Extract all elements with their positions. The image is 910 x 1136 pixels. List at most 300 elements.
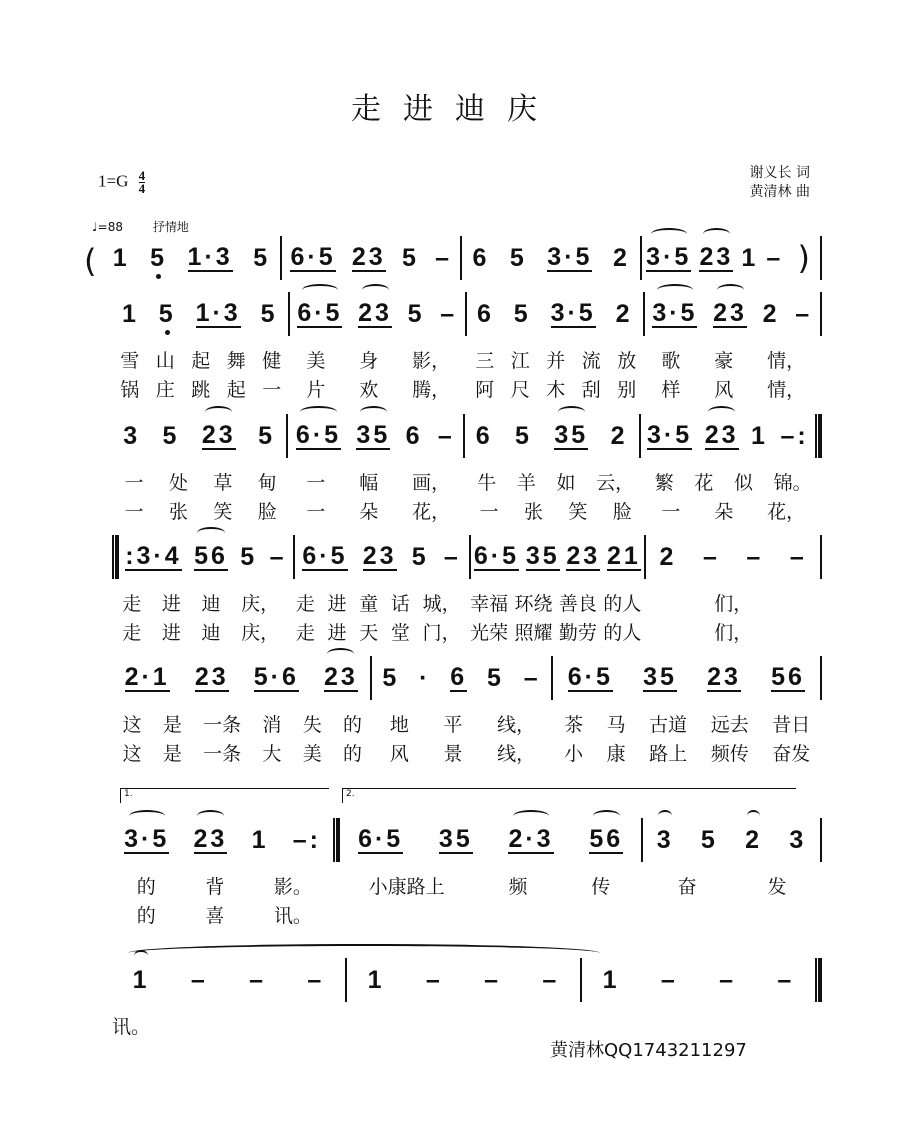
note: – <box>307 965 325 994</box>
lyric-syllable: 刮 <box>581 379 601 401</box>
lyric-syllable: 歌 <box>661 350 681 372</box>
measure <box>112 958 345 1002</box>
lyric-syllable: 朵 <box>359 501 379 523</box>
lyric-line <box>112 739 822 766</box>
lyric-syllable: 腾， <box>412 379 451 401</box>
measure <box>112 656 370 700</box>
barline <box>820 818 822 862</box>
measure <box>112 414 286 458</box>
lyric-syllable: 江 <box>510 350 530 372</box>
volta-bracket-2: 2. <box>342 788 796 803</box>
lyric-syllable: 背 <box>205 876 225 898</box>
note: 5 <box>260 299 278 328</box>
note: 5 <box>411 542 429 571</box>
note: 21 <box>607 542 641 570</box>
note: 5 <box>515 421 532 450</box>
lyric-syllable: 的人 <box>603 622 642 644</box>
note: – <box>795 299 813 328</box>
key-label: 1=G <box>98 171 129 191</box>
lyric-syllable: 张 <box>524 501 544 523</box>
lyric-syllable: 健 <box>262 350 282 372</box>
lyric-measure <box>112 901 337 928</box>
note: 35 <box>525 542 560 570</box>
note: 6·5 <box>302 542 348 570</box>
measure <box>641 414 815 458</box>
lyric-syllable: 尺 <box>510 379 530 401</box>
note: – <box>746 542 764 571</box>
lyric-syllable: 云， <box>596 472 635 494</box>
key-signature <box>98 170 145 195</box>
note: 5 <box>401 243 419 272</box>
lyric-measure <box>290 497 468 524</box>
lyric-syllable: 景 <box>443 743 463 765</box>
lyric-syllable: 情， <box>767 350 806 372</box>
tempo-marking <box>92 218 215 235</box>
note: 6·5 <box>567 663 613 691</box>
lyric-syllable: 是 <box>162 743 182 765</box>
measure <box>471 535 645 579</box>
lyric-syllable: 马 <box>606 714 626 736</box>
lyric-syllable: 美 <box>302 743 322 765</box>
lyric-syllable: 张 <box>169 501 189 523</box>
staff-system <box>112 656 822 700</box>
note: 23 <box>358 299 392 327</box>
measure <box>465 414 639 458</box>
note: 6·5 <box>358 825 404 853</box>
lyric-measure <box>337 901 643 928</box>
lyric-line <box>112 375 822 402</box>
note: – <box>789 542 807 571</box>
lyric-measure <box>112 468 290 495</box>
end-barline <box>815 414 822 458</box>
note: 5 <box>253 243 271 272</box>
lyric-syllable: 小康路上 <box>368 876 445 898</box>
tie-arc <box>128 944 600 962</box>
expression-marking: 抒情地 <box>152 220 189 234</box>
lyric-syllable: 舞 <box>226 350 246 372</box>
lyric-syllable: 风 <box>714 379 734 401</box>
note: 23 <box>566 542 601 570</box>
note: 35 <box>554 421 589 449</box>
lyric-syllable: 脸 <box>612 501 632 523</box>
song-title: 走进迪庆 <box>351 92 559 127</box>
lyric-syllable: 平 <box>443 714 463 736</box>
note: –: <box>780 421 809 450</box>
note: 3 <box>789 825 807 854</box>
note: 6 <box>476 299 494 328</box>
note: 56 <box>771 663 805 691</box>
lyric-syllable: 古道 <box>649 714 688 736</box>
lyric-measure <box>290 589 468 616</box>
lyric-syllable: 一 <box>479 501 499 523</box>
note: 5 <box>258 421 275 450</box>
note: 23 <box>201 421 236 449</box>
lyric-syllable: 笑 <box>213 501 233 523</box>
note: 3·5 <box>652 299 698 327</box>
lyric-syllable: 走 <box>122 622 142 644</box>
lyric-syllable: 锦。 <box>773 472 812 494</box>
footer-credit: 黄清林QQ1743211297 <box>550 1040 747 1061</box>
lyric-syllable: 处 <box>169 472 189 494</box>
lyric-syllable: 茶 <box>564 714 584 736</box>
note: 23 <box>704 421 739 449</box>
lyric-syllable: 花， <box>767 501 806 523</box>
lyric-syllable: 的 <box>342 743 362 765</box>
note: 23 <box>713 299 747 327</box>
lyric-syllable: 一 <box>306 501 326 523</box>
lyric-syllable: 线， <box>497 743 536 765</box>
lyric-syllable: 风 <box>389 743 409 765</box>
lyric-measure <box>642 872 822 899</box>
note: – <box>766 243 784 272</box>
note: 23 <box>699 243 734 271</box>
lyric-syllable: 庄 <box>155 379 175 401</box>
lyric-syllable: 脸 <box>257 501 277 523</box>
lyric-measure <box>645 497 823 524</box>
lyric-syllable: 远去 <box>710 714 749 736</box>
lyric-measure <box>467 468 645 495</box>
note: 6 <box>405 421 423 450</box>
lyric-syllable: 的 <box>136 905 156 927</box>
note: – <box>484 965 502 994</box>
note: · <box>419 663 431 692</box>
measure <box>112 292 288 336</box>
measure <box>372 656 550 700</box>
lyric-syllable: 们， <box>714 622 753 644</box>
note: 6·5 <box>290 243 336 271</box>
lyric-syllable: 堂 <box>390 622 410 644</box>
lyric-syllable: 花， <box>412 501 451 523</box>
lyric-syllable: 欢 <box>359 379 379 401</box>
note: 2·3 <box>508 825 554 853</box>
note: – <box>435 243 453 272</box>
note: 23 <box>351 243 386 271</box>
measure <box>340 818 641 862</box>
note: 35 <box>356 421 391 449</box>
lyric-syllable: 似 <box>734 472 754 494</box>
lyric-line <box>112 497 822 524</box>
note: – <box>249 965 267 994</box>
lyric-measure <box>645 618 823 645</box>
note: 5 <box>150 243 168 272</box>
lyric-syllable: 山 <box>155 350 175 372</box>
lyric-measure <box>112 872 337 899</box>
note: 3 <box>123 421 141 450</box>
lyric-line <box>112 901 822 928</box>
lyric-syllable: 幅 <box>359 472 379 494</box>
tempo-value: ♩=88 <box>92 220 123 234</box>
lyric-syllable: 小 <box>564 743 584 765</box>
lyric-measure <box>373 739 553 766</box>
measure <box>119 535 293 579</box>
staff-system <box>112 292 822 336</box>
lyric-measure <box>467 618 645 645</box>
note: 6 <box>475 421 493 450</box>
barline <box>820 236 822 280</box>
note: 2 <box>612 243 630 272</box>
lyric-syllable: 甸 <box>257 472 277 494</box>
lyric-syllable: 一 <box>124 501 144 523</box>
note: – <box>440 299 458 328</box>
note: – <box>437 421 455 450</box>
lyric-syllable: 的人 <box>603 593 642 615</box>
lyric-measure <box>290 468 468 495</box>
barline <box>820 292 822 336</box>
lyric-syllable: 这 <box>122 714 142 736</box>
note: 1 <box>121 299 139 328</box>
note: 5 <box>513 299 531 328</box>
lyric-syllable: 庆， <box>241 593 280 615</box>
note: 5·6 <box>253 663 299 691</box>
lyric-measure <box>467 589 645 616</box>
staff-system <box>78 236 822 280</box>
lyric-measure <box>645 346 823 373</box>
note: 1 <box>251 825 269 854</box>
lyric-syllable: 一 <box>661 501 681 523</box>
lyric-syllable: 牛 <box>477 472 497 494</box>
note: 23 <box>193 825 228 853</box>
note: 5 <box>487 663 504 692</box>
note: 2 <box>745 825 763 854</box>
lyric-syllable: 城， <box>422 593 461 615</box>
measure <box>295 535 469 579</box>
lyric-syllable: 影。 <box>273 876 312 898</box>
lyric-syllable: 三 <box>475 350 495 372</box>
note: 1 <box>602 965 620 994</box>
lyric-syllable: 讯。 <box>112 1016 151 1038</box>
lyric-syllable: 锅 <box>120 379 140 401</box>
lyric-syllable: 如 <box>556 472 576 494</box>
lyric-syllable: 频 <box>508 876 528 898</box>
lyric-syllable: 进 <box>161 622 181 644</box>
lyric-line <box>112 589 822 616</box>
lyric-measure <box>552 739 822 766</box>
lyric-syllable: 一条 <box>203 743 242 765</box>
lyric-syllable: 走 <box>122 593 142 615</box>
lyric-measure <box>290 618 468 645</box>
lyric-syllable: 朵 <box>714 501 734 523</box>
lyric-line <box>112 468 822 495</box>
lyric-line <box>112 618 822 645</box>
end-barline <box>815 958 822 1002</box>
lyric-syllable: 一 <box>306 472 326 494</box>
measure <box>645 292 821 336</box>
lyric-measure <box>112 497 290 524</box>
lyric-syllable: 善良 <box>558 593 597 615</box>
lyric-syllable: 康 <box>606 743 626 765</box>
note: – <box>777 965 795 994</box>
lyric-syllable: 一 <box>262 379 282 401</box>
lyric-syllable: 美 <box>306 350 326 372</box>
lyric-syllable: 传 <box>591 876 611 898</box>
lyric-syllable: 的 <box>136 876 156 898</box>
note: 3·5 <box>550 299 596 327</box>
note: 2 <box>659 542 677 571</box>
lyric-syllable: 样 <box>661 379 681 401</box>
lyric-syllable: 并 <box>546 350 566 372</box>
lyric-line <box>112 346 822 373</box>
note: 23 <box>324 663 358 691</box>
lyric-syllable: 这 <box>122 743 142 765</box>
lyric-syllable: 走 <box>295 593 315 615</box>
lyric-measure <box>112 375 290 402</box>
lyric-syllable: 走 <box>295 622 315 644</box>
note: 6·5 <box>473 542 520 570</box>
measure <box>282 236 460 280</box>
lyric-measure <box>112 346 290 373</box>
lyric-syllable: 天 <box>359 622 379 644</box>
measure <box>646 535 820 579</box>
lyric-measure <box>373 710 553 737</box>
lyric-measure <box>467 375 645 402</box>
measure <box>288 414 462 458</box>
lyric-syllable: 影， <box>412 350 451 372</box>
close-parenthesis: ) <box>797 239 810 277</box>
lyric-syllable: 环绕 <box>514 593 553 615</box>
note: 23 <box>194 663 229 691</box>
lyric-line <box>112 710 822 737</box>
lyric-measure <box>112 1012 349 1039</box>
lyric-syllable: 跳 <box>191 379 211 401</box>
lyric-syllable: 豪 <box>714 350 734 372</box>
lyric-syllable: 身 <box>359 350 379 372</box>
note: 1 <box>367 965 385 994</box>
lyric-syllable: 们， <box>714 593 753 615</box>
note: 5 <box>162 421 180 450</box>
note: – <box>702 542 720 571</box>
lyric-syllable: 进 <box>161 593 181 615</box>
note: 2 <box>610 421 628 450</box>
note: 56 <box>589 825 624 853</box>
lyric-measure <box>112 618 290 645</box>
measure <box>112 818 333 862</box>
open-parenthesis: ( <box>84 242 97 280</box>
lyric-syllable: 消 <box>262 714 282 736</box>
note: 2 <box>762 299 780 328</box>
lyric-syllable: 地 <box>389 714 409 736</box>
note: 3·5 <box>646 243 692 271</box>
note: 23 <box>362 542 397 570</box>
lyric-syllable: 奋 <box>677 876 697 898</box>
composer-credit: 黄清林 曲 <box>749 184 810 200</box>
lyric-syllable: 放 <box>617 350 637 372</box>
lyric-syllable: 流 <box>581 350 601 372</box>
lyric-syllable: 勤劳 <box>558 622 597 644</box>
lyric-syllable: 话 <box>390 593 410 615</box>
lyricist-credit: 谢义长 词 <box>749 165 810 181</box>
lyric-measure <box>349 1012 586 1039</box>
lyric-syllable: 羊 <box>516 472 536 494</box>
lyric-syllable: 笑 <box>568 501 588 523</box>
note: 5 <box>240 542 258 571</box>
barline <box>820 656 822 700</box>
lyric-syllable: 画， <box>412 472 451 494</box>
note: – <box>425 965 443 994</box>
lyric-measure <box>552 710 822 737</box>
lyric-syllable: 木 <box>546 379 566 401</box>
lyric-syllable: 路上 <box>649 743 688 765</box>
staff-system <box>112 414 822 458</box>
note: 2·1 <box>124 663 170 691</box>
note: 6·5 <box>297 299 343 327</box>
note: 6 <box>450 663 468 691</box>
note: – <box>523 663 541 692</box>
measure <box>553 656 820 700</box>
lyric-syllable: 幸福 <box>470 593 509 615</box>
lyric-syllable: 大 <box>262 743 282 765</box>
note: 1 <box>112 243 130 272</box>
note: 3·5 <box>647 421 693 449</box>
lyric-syllable: 频传 <box>710 743 749 765</box>
lyric-syllable: 进 <box>327 622 347 644</box>
staff-system <box>112 535 822 579</box>
lyric-measure <box>645 375 823 402</box>
note: 35 <box>643 663 677 691</box>
note: – <box>269 542 287 571</box>
lyric-syllable: 起 <box>191 350 211 372</box>
lyric-syllable: 线， <box>497 714 536 736</box>
lyric-measure <box>290 375 468 402</box>
lyric-line <box>112 1012 822 1039</box>
lyric-syllable: 花 <box>694 472 714 494</box>
note: 5 <box>158 299 176 328</box>
lyric-syllable: 庆， <box>241 622 280 644</box>
lyric-line <box>112 872 822 899</box>
credits <box>750 164 810 202</box>
lyric-syllable: 草 <box>213 472 233 494</box>
lyric-syllable: 起 <box>226 379 246 401</box>
note: 1 <box>741 243 759 272</box>
lyric-syllable: 的 <box>342 714 362 736</box>
measure <box>643 818 820 862</box>
lyric-measure <box>467 346 645 373</box>
lyric-measure <box>112 710 373 737</box>
lyric-syllable: 繁 <box>654 472 674 494</box>
lyric-measure <box>645 468 823 495</box>
lyric-syllable: 奋发 <box>772 743 811 765</box>
lyric-measure <box>337 872 643 899</box>
lyric-syllable: 是 <box>162 714 182 736</box>
note: – <box>190 965 208 994</box>
note: 3·5 <box>124 825 170 853</box>
lyric-syllable: 喜 <box>205 905 225 927</box>
note: –: <box>292 825 322 854</box>
lyric-syllable: 一 <box>124 472 144 494</box>
note: 5 <box>407 299 425 328</box>
note: – <box>443 542 461 571</box>
lyric-syllable: 迪 <box>201 622 221 644</box>
note: 5 <box>509 243 527 272</box>
lyric-measure <box>112 739 373 766</box>
note: 1·3 <box>187 243 233 271</box>
lyric-syllable: 发 <box>767 876 787 898</box>
measure <box>467 292 643 336</box>
note: 6 <box>472 243 490 272</box>
lyric-syllable: 讯。 <box>273 905 312 927</box>
note: 56 <box>194 542 228 570</box>
note: 3 <box>656 825 674 854</box>
lyric-syllable: 进 <box>327 593 347 615</box>
note: :3·4 <box>125 542 182 570</box>
note: 3·5 <box>547 243 593 271</box>
lyric-syllable: 阿 <box>475 379 495 401</box>
lyric-syllable: 光荣 <box>470 622 509 644</box>
note: – <box>542 965 560 994</box>
note: 23 <box>707 663 741 691</box>
lyric-measure <box>290 346 468 373</box>
lyric-syllable: 雪 <box>120 350 140 372</box>
measure <box>102 236 280 280</box>
